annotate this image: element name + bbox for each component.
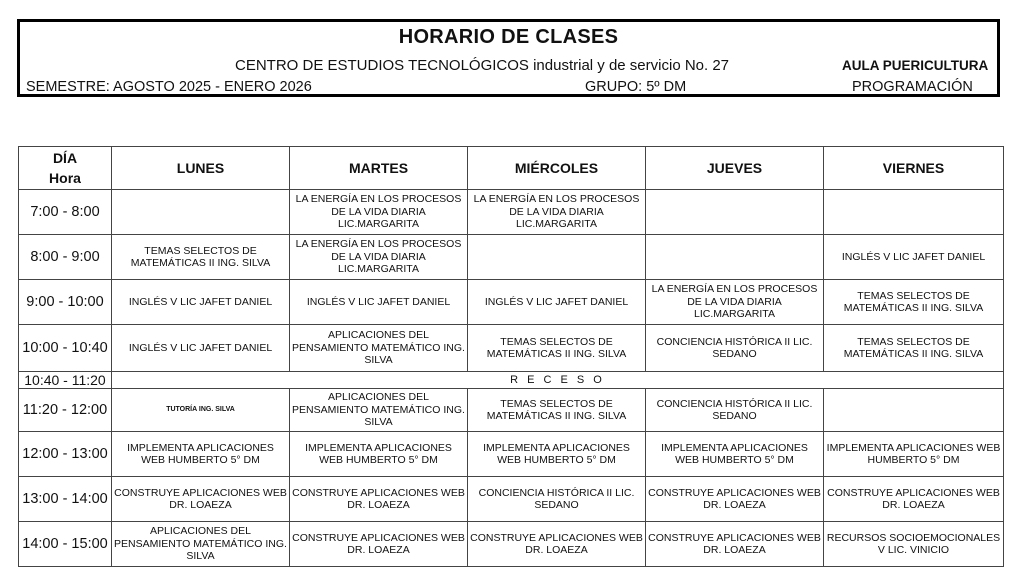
class-cell: CONCIENCIA HISTÓRICA II LIC. SEDANO [646,389,824,432]
class-cell: CONCIENCIA HISTÓRICA II LIC. SEDANO [468,477,646,522]
time-cell: 7:00 - 8:00 [19,190,112,235]
day-header-martes: MARTES [290,147,468,190]
recess-time: 10:40 - 11:20 [19,372,112,389]
class-cell [112,190,290,235]
program-label: PROGRAMACIÓN [852,79,973,95]
group-label: GRUPO: 5º DM [585,79,687,95]
table-row [19,325,1004,372]
class-cell [646,190,824,235]
class-cell: IMPLEMENTA APLICACIONES WEB HUMBERTO 5° DM [290,432,468,477]
table-row [19,522,1004,567]
class-cell: TEMAS SELECTOS DE MATEMÁTICAS II ING. SILVA [468,389,646,432]
corner-header [19,147,112,190]
table-row [19,389,1004,432]
class-cell: CONSTRUYE APLICACIONES WEB DR. LOAEZA [646,522,824,567]
day-header-viernes: VIERNES [824,147,1004,190]
class-cell [468,235,646,280]
class-cell: INGLÉS V LIC JAFET DANIEL [468,280,646,325]
class-cell: TEMAS SELECTOS DE MATEMÁTICAS II ING. SILVA [112,235,290,280]
schedule-table [18,146,1004,567]
page-title: HORARIO DE CLASES [398,26,619,48]
class-cell: APLICACIONES DEL PENSAMIENTO MATEMÁTICO ING. SILVA [290,325,468,372]
class-cell: INGLÉS V LIC JAFET DANIEL [824,235,1004,280]
class-cell [824,190,1004,235]
table-row [19,190,1004,235]
class-cell: TEMAS SELECTOS DE MATEMÁTICAS II ING. SILVA [824,325,1004,372]
class-cell [646,235,824,280]
class-cell: IMPLEMENTA APLICACIONES WEB HUMBERTO 5° DM [824,432,1004,477]
class-cell: LA ENERGÍA EN LOS PROCESOS DE LA VIDA DIARIA LIC.MARGARITA [468,190,646,235]
semester-label: SEMESTRE: AGOSTO 2025 - ENERO 2026 [26,79,312,95]
class-cell: LA ENERGÍA EN LOS PROCESOS DE LA VIDA DIARIA LIC.MARGARITA [290,235,468,280]
day-header-lunes: LUNES [112,147,290,190]
time-cell: 12:00 - 13:00 [19,432,112,477]
time-cell: 10:00 - 10:40 [19,325,112,372]
class-cell: TUTORÍA ING. SILVA [112,389,290,432]
class-cell: INGLÉS V LIC JAFET DANIEL [112,280,290,325]
class-cell: INGLÉS V LIC JAFET DANIEL [290,280,468,325]
class-cell: LA ENERGÍA EN LOS PROCESOS DE LA VIDA DIARIA LIC.MARGARITA [290,190,468,235]
class-cell: IMPLEMENTA APLICACIONES WEB HUMBERTO 5° DM [646,432,824,477]
table-row [19,280,1004,325]
recess-row [19,372,1004,389]
table-row [19,235,1004,280]
schedule-header [17,19,1000,97]
time-cell: 9:00 - 10:00 [19,280,112,325]
class-cell: CONSTRUYE APLICACIONES WEB DR. LOAEZA [112,477,290,522]
class-cell: CONCIENCIA HISTÓRICA II LIC. SEDANO [646,325,824,372]
time-cell: 13:00 - 14:00 [19,477,112,522]
day-header-jueves: JUEVES [646,147,824,190]
corner-hour-label: Hora [49,170,81,186]
class-cell: CONSTRUYE APLICACIONES WEB DR. LOAEZA [468,522,646,567]
class-cell: CONSTRUYE APLICACIONES WEB DR. LOAEZA [290,522,468,567]
class-cell [824,389,1004,432]
time-cell: 11:20 - 12:00 [19,389,112,432]
class-cell: TEMAS SELECTOS DE MATEMÁTICAS II ING. SILVA [824,280,1004,325]
class-cell: LA ENERGÍA EN LOS PROCESOS DE LA VIDA DIARIA LIC.MARGARITA [646,280,824,325]
class-cell: RECURSOS SOCIOEMOCIONALES V LIC. VINICIO [824,522,1004,567]
day-header-row [19,147,1004,190]
class-cell: IMPLEMENTA APLICACIONES WEB HUMBERTO 5° DM [468,432,646,477]
class-cell: APLICACIONES DEL PENSAMIENTO MATEMÁTICO ING. SILVA [112,522,290,567]
recess-label: R E C E S O [112,372,1004,389]
class-cell: TEMAS SELECTOS DE MATEMÁTICAS II ING. SILVA [468,325,646,372]
class-cell: APLICACIONES DEL PENSAMIENTO MATEMÁTICO ING. SILVA [290,389,468,432]
table-row [19,432,1004,477]
school-name: CENTRO DE ESTUDIOS TECNOLÓGICOS industrial y de servicio No. 27 [235,57,730,74]
class-cell: CONSTRUYE APLICACIONES WEB DR. LOAEZA [646,477,824,522]
corner-day-label: DÍA [52,150,78,166]
table-row [19,477,1004,522]
class-cell: IMPLEMENTA APLICACIONES WEB HUMBERTO 5° DM [112,432,290,477]
classroom-label: AULA PUERICULTURA [842,58,989,73]
class-cell: CONSTRUYE APLICACIONES WEB DR. LOAEZA [824,477,1004,522]
time-cell: 8:00 - 9:00 [19,235,112,280]
class-cell: INGLÉS V LIC JAFET DANIEL [112,325,290,372]
time-cell: 14:00 - 15:00 [19,522,112,567]
day-header-miercoles: MIÉRCOLES [468,147,646,190]
class-cell: CONSTRUYE APLICACIONES WEB DR. LOAEZA [290,477,468,522]
